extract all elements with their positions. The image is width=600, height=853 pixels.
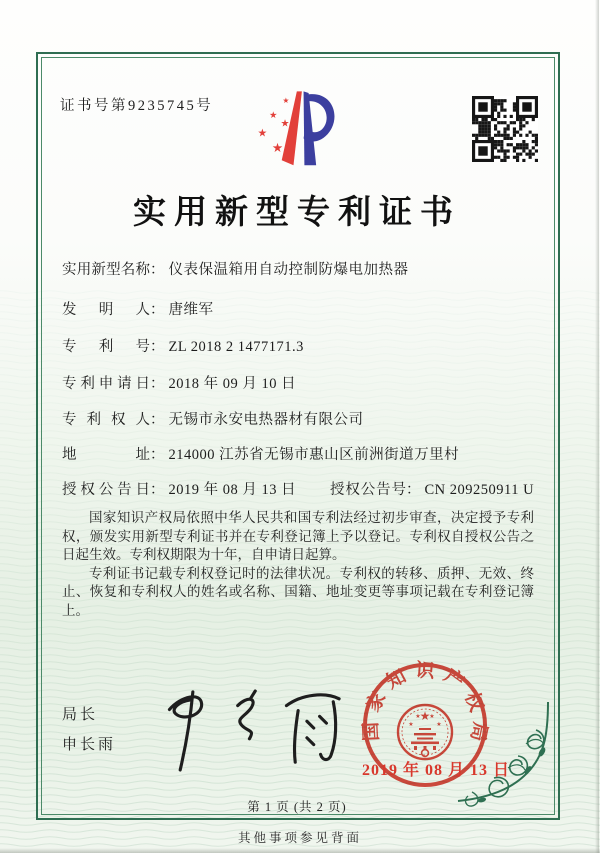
- svg-text:★: ★: [269, 110, 278, 122]
- field-value: ZL 2018 2 1477171.3: [168, 339, 304, 355]
- svg-text:★: ★: [419, 709, 431, 723]
- national-emblem: [398, 705, 452, 759]
- field-value: 唐维军: [168, 302, 214, 318]
- seal-ring-text: 国家知识产权局: [360, 660, 491, 751]
- field-colon: ：: [150, 339, 165, 355]
- field-row-patentee: [62, 408, 534, 430]
- field-value: 仪表保温箱用自动控制防爆电加热器: [168, 262, 409, 278]
- field-label: 专利申请日: [62, 376, 150, 392]
- scan-edge-right: [595, 0, 599, 853]
- field-row-patent-no: [62, 335, 534, 357]
- field-row-inventor: [62, 298, 534, 320]
- body-paragraph-1: 国家知识产权局依照中华人民共和国专利法经过初步审查，决定授予专利权，颁发实用新型专利证书并在专利登记簿上予以登记。专利权自授权公告之日起生效。专利权期限为十年，自申请日起算。: [62, 510, 534, 562]
- field-row-address: [62, 443, 534, 465]
- field-colon: ：: [150, 412, 165, 428]
- field-label: 地址: [62, 447, 150, 463]
- field-row-filing-date: [62, 372, 534, 394]
- field-label: 发明人: [62, 302, 150, 318]
- field-value: 2018 年 09 月 10 日: [168, 376, 297, 392]
- svg-text:★: ★: [436, 721, 442, 728]
- logo-blue-blade: [304, 91, 317, 165]
- commissioner-name: 申长雨: [62, 737, 117, 753]
- field-row-name: [62, 258, 534, 280]
- field-value: 无锡市永安电热器材有限公司: [168, 412, 364, 428]
- cert-number: 证书号第9235745号: [60, 98, 214, 114]
- field-row-grant: [62, 478, 534, 500]
- svg-text:★: ★: [271, 139, 284, 155]
- field-label: 专利号: [62, 339, 150, 355]
- field-colon: ：: [150, 262, 165, 278]
- field-colon: ：: [150, 376, 165, 392]
- cnipa-logo: [248, 88, 344, 172]
- field-colon: ：: [150, 302, 165, 318]
- field-value: 214000 江苏省无锡市惠山区前洲街道万里村: [168, 447, 460, 463]
- svg-text:★: ★: [282, 96, 290, 106]
- logo-stars: [258, 96, 290, 155]
- field-pair-grant-no: [330, 478, 534, 499]
- legal-body: [62, 509, 534, 620]
- seal-date: 2019 年 08 月 13 日: [362, 762, 511, 779]
- field-colon: ：: [150, 482, 165, 498]
- field-label: 授权公告日: [62, 482, 150, 498]
- back-note: 其他事项参见背面: [237, 831, 362, 845]
- commissioner-signature: [148, 683, 343, 778]
- scan-edge-bottom: [0, 848, 600, 853]
- field-label: 授权公告号: [330, 482, 406, 498]
- field-value: 2019 年 08 月 13 日: [168, 482, 297, 498]
- commissioner-block: [62, 700, 116, 760]
- svg-text:★: ★: [415, 713, 421, 720]
- certificate-title: 实用新型专利证书: [133, 195, 461, 231]
- field-label: 专利权人: [62, 412, 150, 428]
- svg-text:★: ★: [429, 713, 435, 720]
- qr-code: [472, 96, 538, 162]
- field-label: 实用新型名称: [62, 262, 150, 278]
- svg-text:★: ★: [408, 721, 414, 728]
- field-colon: ：: [406, 482, 421, 498]
- svg-text:★: ★: [257, 126, 268, 140]
- page-number: 第 1 页 (共 2 页): [247, 800, 347, 814]
- svg-text:★: ★: [280, 118, 290, 130]
- field-value: CN 209250911 U: [424, 482, 535, 498]
- field-colon: ：: [150, 447, 165, 463]
- body-paragraph-2: 专利证书记载专利权登记时的法律状况。专利权的转移、质押、无效、终止、恢复和专利权人的姓名或名称、国籍、地址变更等事项记载在专利登记簿上。: [62, 565, 534, 618]
- commissioner-title: 局长: [62, 707, 99, 723]
